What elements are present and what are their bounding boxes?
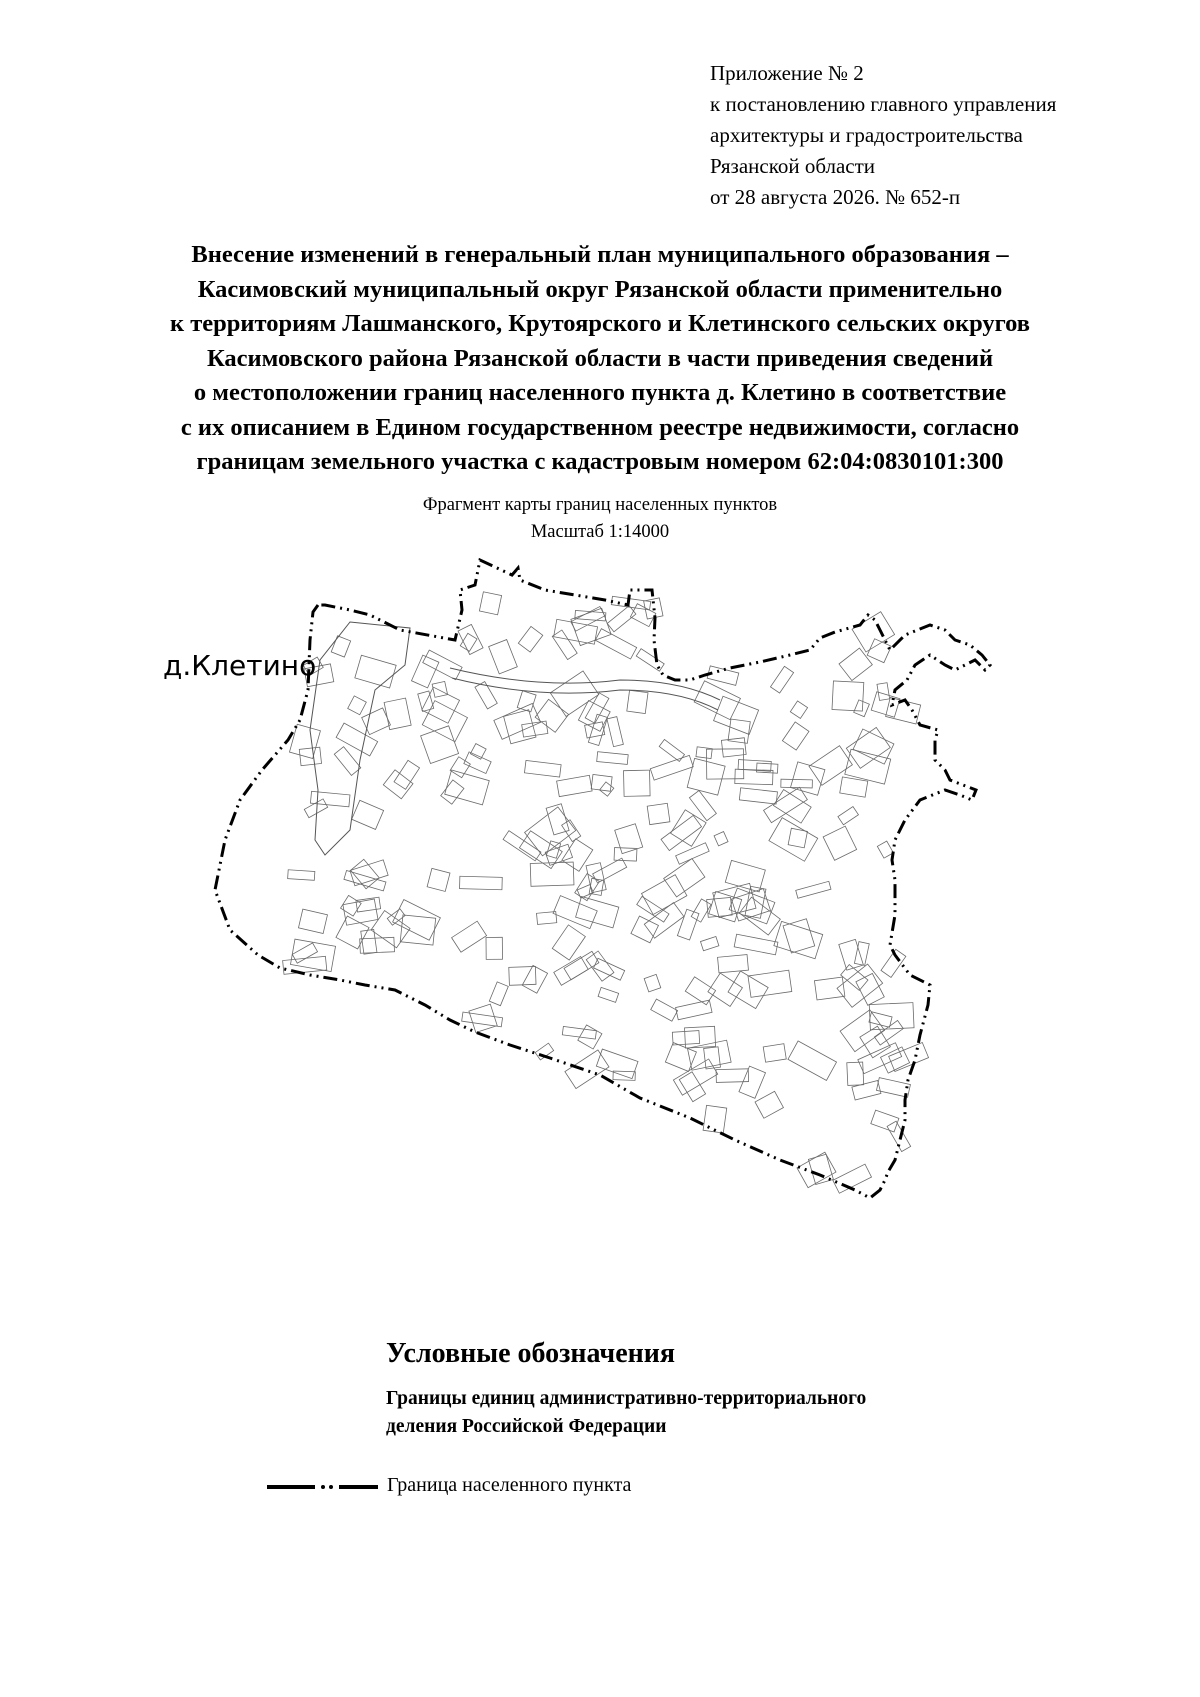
land-parcel <box>877 841 893 858</box>
land-parcel <box>586 951 614 981</box>
land-parcel <box>691 899 711 922</box>
land-parcel <box>361 929 377 954</box>
land-parcel <box>522 965 547 993</box>
land-parcel <box>644 974 661 991</box>
land-parcel <box>553 896 597 929</box>
land-parcel <box>755 1091 783 1118</box>
land-parcel <box>867 639 891 663</box>
land-parcel <box>418 691 434 712</box>
land-parcel <box>554 957 588 986</box>
land-parcel <box>400 915 435 945</box>
land-parcel <box>685 977 715 1005</box>
land-parcel <box>310 791 350 806</box>
map-scale: Масштаб 1:14000 <box>530 522 670 542</box>
legend-group <box>386 1385 866 1441</box>
land-parcel <box>427 868 450 891</box>
land-parcel <box>565 1050 609 1089</box>
land-parcel <box>524 760 561 777</box>
land-parcel <box>586 863 606 893</box>
title-line: к территориям Лашманского, Крутоярского и Клетинского сельских округов <box>169 310 1031 337</box>
land-parcel <box>665 1043 696 1072</box>
land-parcel <box>714 696 759 734</box>
land-parcel <box>600 782 614 796</box>
land-parcel <box>576 896 619 927</box>
land-parcel <box>598 987 619 1002</box>
land-parcel <box>679 1072 705 1102</box>
land-parcel <box>535 699 568 732</box>
land-parcel <box>299 747 321 766</box>
land-parcel <box>564 951 599 979</box>
land-parcel <box>734 934 778 955</box>
land-parcel <box>644 903 684 939</box>
land-parcel <box>411 655 438 688</box>
land-parcel <box>854 700 870 717</box>
land-parcel <box>557 775 593 796</box>
land-parcel <box>423 650 462 680</box>
land-parcel <box>460 876 503 890</box>
land-parcel <box>840 777 868 797</box>
title-line: о местоположении границ населенного пункта д. Клетино в соответствие <box>193 379 1007 406</box>
land-parcel <box>552 630 577 660</box>
land-parcel <box>797 1152 836 1187</box>
land-parcel <box>839 648 872 680</box>
land-parcel <box>355 655 396 688</box>
land-parcel <box>562 839 593 871</box>
land-parcel <box>845 749 891 784</box>
land-parcel <box>696 747 712 759</box>
land-parcel <box>781 779 813 788</box>
land-parcel <box>421 726 459 764</box>
appendix-line: к постановлению главного управления <box>710 92 1057 116</box>
land-parcel <box>685 1026 716 1048</box>
land-parcel <box>503 831 541 861</box>
land-parcel <box>676 1000 712 1020</box>
land-parcel <box>788 1041 837 1081</box>
land-parcel <box>422 687 460 723</box>
land-parcel <box>384 698 411 730</box>
land-parcel <box>889 1042 929 1071</box>
land-parcel <box>846 727 890 768</box>
title-line: Касимовский муниципальный округ Рязанской области применительно <box>197 275 1003 303</box>
land-parcel <box>525 807 576 856</box>
land-parcel <box>814 977 844 1000</box>
land-parcel <box>748 970 792 997</box>
land-parcel <box>624 770 651 796</box>
settlement-boundary <box>215 560 990 1198</box>
land-parcel <box>871 692 900 718</box>
land-parcel <box>651 999 678 1021</box>
land-parcel <box>832 681 864 711</box>
land-parcel <box>351 859 380 889</box>
land-parcel <box>546 804 569 835</box>
land-parcel <box>571 608 611 645</box>
appendix-line: Приложение № 2 <box>710 61 864 85</box>
land-parcel <box>336 916 369 949</box>
land-parcel <box>631 916 659 943</box>
boundary-line-symbol <box>265 1480 380 1494</box>
land-parcel <box>494 703 541 739</box>
land-parcel <box>597 752 629 765</box>
land-parcel <box>486 937 502 959</box>
land-parcel <box>341 895 362 916</box>
land-parcel <box>289 724 320 758</box>
land-parcel <box>489 982 508 1006</box>
legend-title: Условные обозначения <box>386 1338 676 1369</box>
land-parcel <box>718 955 749 973</box>
land-parcel <box>721 738 746 757</box>
appendix-line: архитектуры и градостроительства <box>710 123 1023 147</box>
land-parcel <box>518 626 542 652</box>
legend-group-line: деления Российской Федерации <box>386 1416 667 1437</box>
land-parcel <box>788 828 807 848</box>
land-parcel <box>562 820 581 842</box>
land-parcel <box>714 832 728 846</box>
land-parcel <box>509 966 536 985</box>
land-parcel <box>735 769 773 785</box>
land-parcel <box>452 921 487 952</box>
title-line: с их описанием в Едином государственном реестре недвижимости, согласно <box>180 413 1020 441</box>
land-parcel <box>292 943 317 963</box>
land-parcel <box>756 763 777 773</box>
land-parcel <box>704 1047 721 1069</box>
road <box>450 668 720 700</box>
land-parcel <box>331 636 350 657</box>
land-parcel <box>575 874 600 901</box>
land-parcel <box>470 744 486 760</box>
land-parcel <box>838 807 859 825</box>
land-parcel <box>462 1012 503 1027</box>
land-parcel <box>469 1004 497 1032</box>
land-parcel <box>739 1066 766 1098</box>
land-parcel <box>672 1031 699 1045</box>
appendix-line: Рязанской области <box>710 154 876 178</box>
land-parcel <box>852 612 895 652</box>
land-parcel <box>770 666 793 693</box>
land-parcel <box>877 683 890 701</box>
land-parcel <box>809 746 852 786</box>
land-parcel <box>739 788 777 804</box>
land-parcel <box>394 760 420 789</box>
land-parcel <box>577 885 593 899</box>
land-parcel <box>432 681 447 697</box>
land-parcel <box>869 1003 914 1030</box>
land-parcel <box>615 824 643 854</box>
land-parcel <box>728 719 750 743</box>
land-parcel <box>517 691 536 712</box>
land-parcel <box>607 606 636 632</box>
land-parcel <box>489 640 518 674</box>
land-parcel <box>823 826 857 860</box>
legend-item-label: Граница населенного пункта <box>387 1474 632 1496</box>
land-parcel <box>790 701 807 719</box>
land-parcel <box>595 629 636 659</box>
land-parcel <box>479 592 501 615</box>
legend-group-line: Границы единиц административно-территориального <box>386 1388 867 1409</box>
land-parcel <box>445 770 490 805</box>
forest-area <box>310 622 410 855</box>
land-parcel <box>783 919 815 953</box>
map-caption: Фрагмент карты границ населенных пунктов <box>422 495 778 515</box>
land-parcel <box>782 722 809 750</box>
land-parcel <box>687 758 725 795</box>
land-parcel <box>336 723 378 756</box>
land-parcel <box>647 803 670 824</box>
land-parcel <box>774 921 823 958</box>
land-parcel <box>591 774 612 791</box>
land-parcel <box>700 937 718 951</box>
land-parcel <box>661 815 701 850</box>
land-parcel <box>763 1044 786 1063</box>
land-parcel <box>550 671 599 717</box>
land-parcel <box>304 799 327 818</box>
land-parcel <box>860 1026 891 1058</box>
land-parcel <box>334 747 361 776</box>
title-line: Внесение изменений в генеральный план муниципального образования – <box>191 241 1009 268</box>
land-parcel <box>858 1043 902 1074</box>
land-parcel <box>687 1040 731 1070</box>
settlement-label: д.Клетино <box>163 649 317 682</box>
land-parcel <box>460 633 477 651</box>
land-parcel <box>348 696 367 715</box>
land-parcel <box>650 755 693 780</box>
land-parcel <box>288 870 315 881</box>
land-parcel <box>352 800 384 829</box>
land-parcel <box>562 1026 596 1039</box>
title-line: Касимовского района Рязанской области в части приведения сведений <box>206 344 994 372</box>
land-parcel <box>708 973 743 1006</box>
land-parcel <box>596 1049 638 1079</box>
land-parcel <box>871 1110 899 1132</box>
title-line: границам земельного участка с кадастровым номером 62:04:0830101:300 <box>196 448 1004 475</box>
land-parcel <box>725 860 765 891</box>
land-parcel <box>441 780 464 804</box>
land-parcel <box>707 666 739 685</box>
land-parcel <box>847 1062 864 1085</box>
land-parcel <box>607 717 623 747</box>
land-parcel <box>356 897 381 912</box>
land-parcel <box>676 843 710 865</box>
land-parcel <box>713 883 756 917</box>
land-parcel <box>585 693 609 723</box>
land-parcel <box>677 909 699 940</box>
land-parcel <box>840 1010 884 1052</box>
appendix-line: от 28 августа 2026. № 652-п <box>710 185 961 209</box>
land-parcel <box>552 925 585 960</box>
land-parcel <box>796 881 831 898</box>
land-parcel <box>854 942 869 966</box>
land-parcel <box>530 862 574 886</box>
land-parcel <box>298 909 327 933</box>
land-parcel <box>764 787 808 822</box>
land-parcel <box>627 690 648 713</box>
land-parcel <box>887 1121 911 1151</box>
land-parcel <box>769 818 818 862</box>
land-parcel <box>422 701 467 742</box>
land-parcel <box>853 729 894 764</box>
